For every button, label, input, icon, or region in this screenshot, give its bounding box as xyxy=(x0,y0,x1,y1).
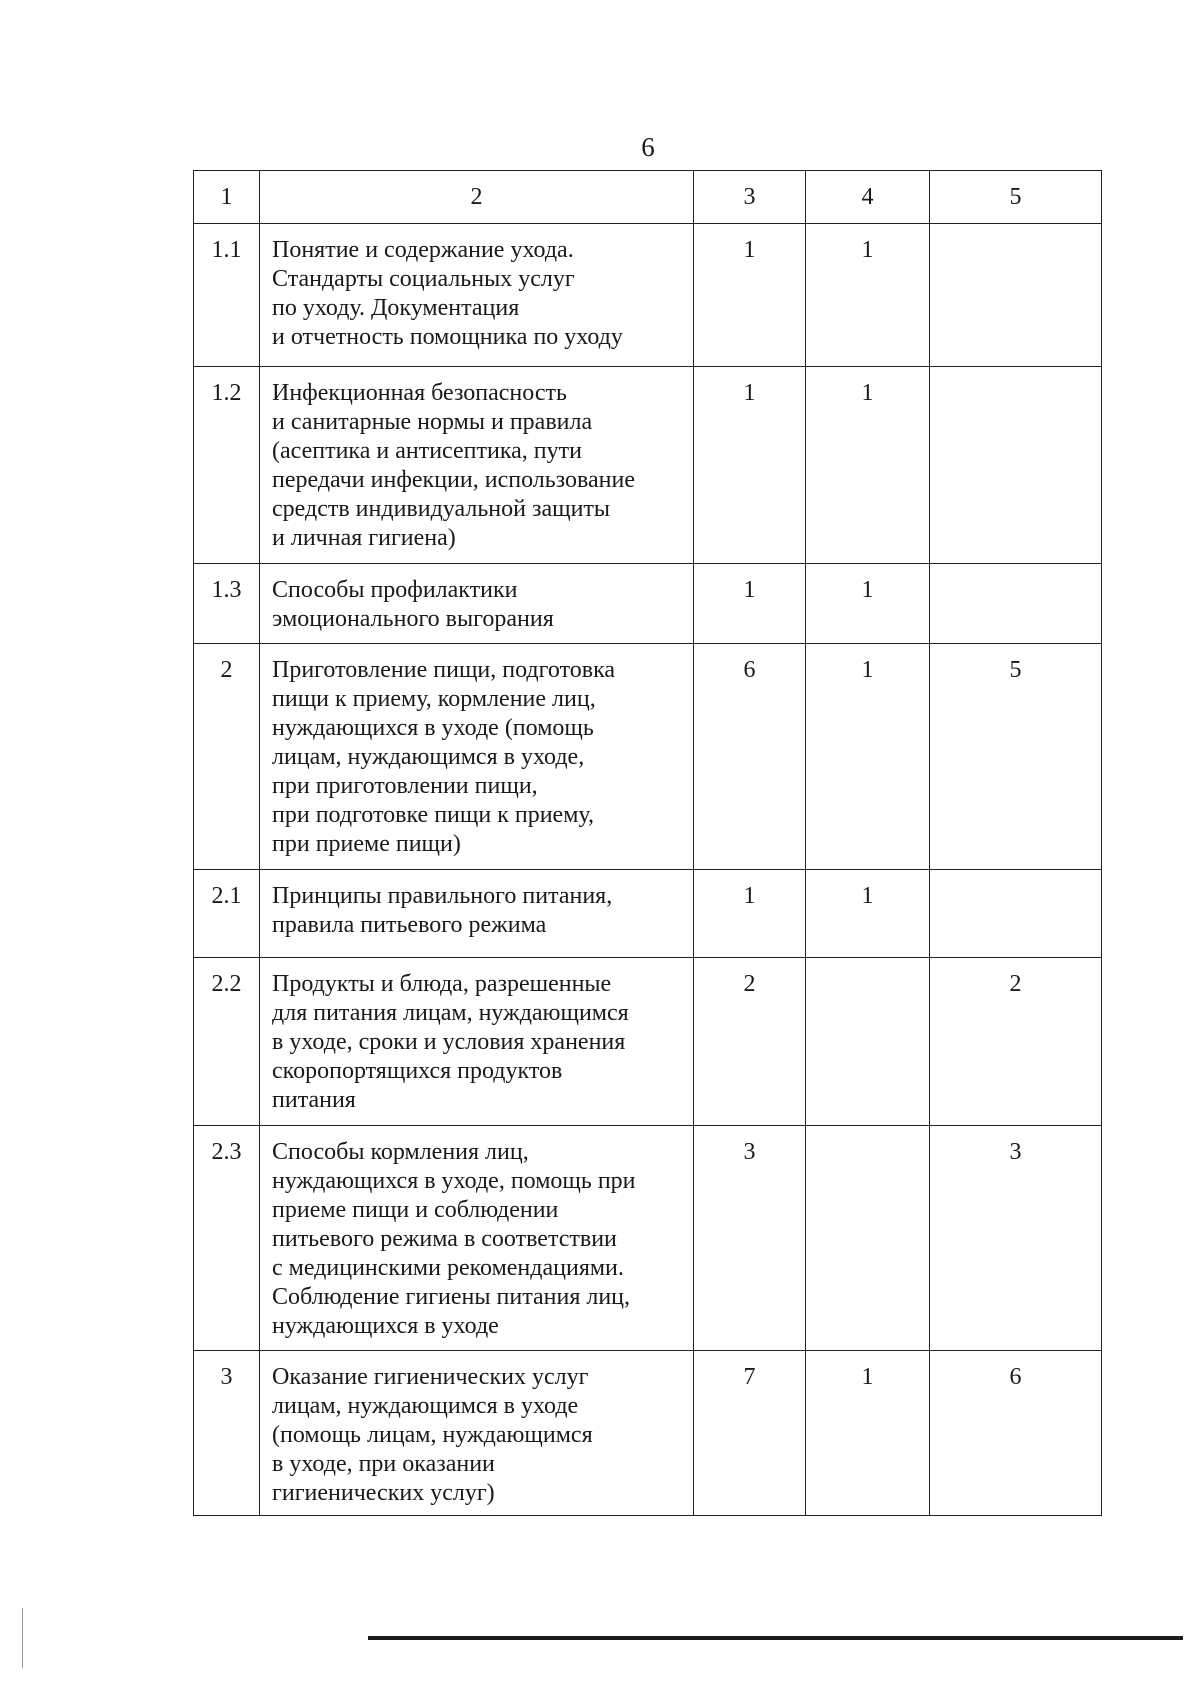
table-header-row xyxy=(194,171,1102,224)
row-topic: Приготовление пищи, подготовка пищи к приему, кормление лиц, нуждающихся в уходе (помощь лицам, нуждающимся в уходе, при приготовлении пищи, при подготовке пищи к приему, при приеме пищи) xyxy=(260,644,694,870)
table-row xyxy=(194,367,1102,564)
row-number: 3 xyxy=(194,1351,260,1516)
table-row xyxy=(194,224,1102,367)
table-row xyxy=(194,870,1102,958)
row-theory-hours: 1 xyxy=(806,367,930,564)
row-theory-hours: 1 xyxy=(806,870,930,958)
row-total-hours: 7 xyxy=(694,1351,806,1516)
row-number: 1.3 xyxy=(194,564,260,644)
row-theory-hours: 1 xyxy=(806,224,930,367)
row-total-hours: 1 xyxy=(694,367,806,564)
row-total-hours: 1 xyxy=(694,224,806,367)
row-topic: Способы кормления лиц, нуждающихся в уходе, помощь при приеме пищи и соблюдении питьевого режима в соответствии с медицинскими рекомендациями. Соблюдение гигиены питания лиц, нуждающихся в уходе xyxy=(260,1126,694,1351)
table-row xyxy=(194,1351,1102,1516)
row-practice-hours: 6 xyxy=(930,1351,1102,1516)
table-row xyxy=(194,564,1102,644)
table-row xyxy=(194,644,1102,870)
row-practice-hours xyxy=(930,564,1102,644)
row-total-hours: 6 xyxy=(694,644,806,870)
row-practice-hours: 2 xyxy=(930,958,1102,1126)
row-topic: Продукты и блюда, разрешенные для питания лицам, нуждающимся в уходе, сроки и условия хранения скоропортящихся продуктов питания xyxy=(260,958,694,1126)
row-theory-hours xyxy=(806,1126,930,1351)
row-number: 2 xyxy=(194,644,260,870)
row-theory-hours: 1 xyxy=(806,564,930,644)
curriculum-table xyxy=(193,170,1102,1516)
row-total-hours: 3 xyxy=(694,1126,806,1351)
row-practice-hours xyxy=(930,224,1102,367)
header-cell-2: 2 xyxy=(260,171,694,224)
row-theory-hours: 1 xyxy=(806,1351,930,1516)
row-total-hours: 1 xyxy=(694,870,806,958)
scan-margin-mark xyxy=(22,1608,23,1668)
row-total-hours: 2 xyxy=(694,958,806,1126)
row-topic: Понятие и содержание ухода. Стандарты социальных услуг по уходу. Документация и отчетность помощника по уходу xyxy=(260,224,694,367)
row-theory-hours: 1 xyxy=(806,644,930,870)
header-cell-1: 1 xyxy=(194,171,260,224)
header-cell-4: 4 xyxy=(806,171,930,224)
row-practice-hours: 3 xyxy=(930,1126,1102,1351)
row-number: 1.1 xyxy=(194,224,260,367)
row-practice-hours xyxy=(930,367,1102,564)
row-total-hours: 1 xyxy=(694,564,806,644)
page-number: 6 xyxy=(641,132,655,162)
table-row xyxy=(194,958,1102,1126)
footer-rule xyxy=(368,1636,1183,1640)
row-number: 2.3 xyxy=(194,1126,260,1351)
header-cell-5: 5 xyxy=(930,171,1102,224)
row-theory-hours xyxy=(806,958,930,1126)
row-practice-hours xyxy=(930,870,1102,958)
row-number: 2.2 xyxy=(194,958,260,1126)
row-topic: Оказание гигиенических услуг лицам, нуждающимся в уходе (помощь лицам, нуждающимся в уходе, при оказании гигиенических услуг) xyxy=(260,1351,694,1516)
header-cell-3: 3 xyxy=(694,171,806,224)
row-number: 2.1 xyxy=(194,870,260,958)
row-number: 1.2 xyxy=(194,367,260,564)
row-topic: Принципы правильного питания, правила питьевого режима xyxy=(260,870,694,958)
table-row xyxy=(194,1126,1102,1351)
row-topic: Способы профилактики эмоционального выгорания xyxy=(260,564,694,644)
row-topic: Инфекционная безопасность и санитарные нормы и правила (асептика и антисептика, пути передачи инфекции, использование средств индивидуальной защиты и личная гигиена) xyxy=(260,367,694,564)
row-practice-hours: 5 xyxy=(930,644,1102,870)
